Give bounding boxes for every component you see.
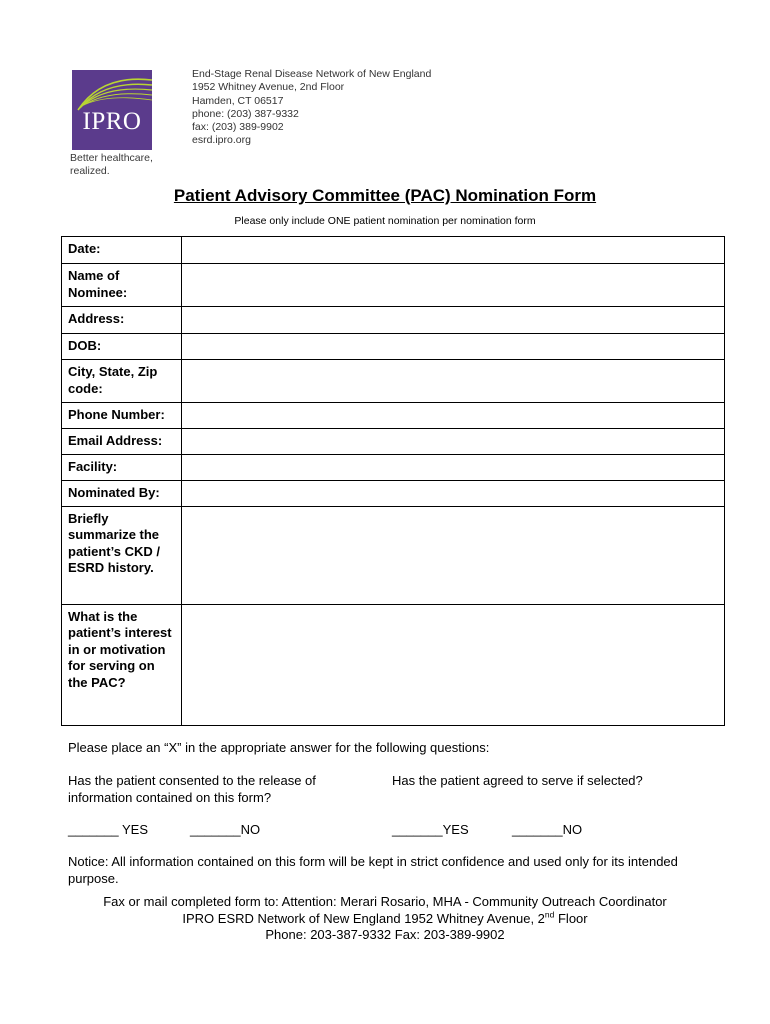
consent-yes-option[interactable]: _______ YES [68, 822, 148, 837]
table-row [62, 360, 725, 403]
org-phone: phone: (203) 387-9332 [192, 107, 299, 120]
nominee-name-field[interactable] [182, 264, 725, 307]
submission-instructions [0, 894, 770, 944]
footer-contact-line: Phone: 203-387-9332 Fax: 203-389-9902 [265, 927, 505, 942]
org-fax: fax: (203) 389-9902 [192, 121, 284, 134]
footer-address-line [0, 911, 770, 928]
field-label-city-state-zip: City, State, Zip code: [62, 360, 182, 403]
footer-attention-line: Fax or mail completed form to: Attention: Merari Rosario, MHA - Community Outreach Coordinator [103, 894, 667, 909]
table-row [62, 307, 725, 334]
org-city: Hamden, CT 06517 [192, 94, 284, 107]
nomination-table [61, 236, 725, 726]
phone-field[interactable] [182, 403, 725, 429]
address-field[interactable] [182, 307, 725, 334]
field-label-address: Address: [62, 307, 182, 334]
tagline-line: realized. [70, 165, 110, 177]
table-row [62, 429, 725, 455]
table-row [62, 264, 725, 307]
form-title: Patient Advisory Committee (PAC) Nomination Form [173, 186, 597, 205]
field-label-motivation: What is the patient’s interest in or motivation for serving on the PAC? [62, 604, 182, 725]
field-label-ckd-history: Briefly summarize the patient’s CKD / ESRD history. [62, 506, 182, 604]
dob-field[interactable] [182, 334, 725, 360]
field-label-phone: Phone Number: [62, 403, 182, 429]
footer-address-text: IPRO ESRD Network of New England 1952 Whitney Avenue, 2 [182, 910, 545, 926]
table-row [62, 506, 725, 604]
ipro-logo [72, 70, 152, 150]
email-field[interactable] [182, 429, 725, 455]
table-row [62, 403, 725, 429]
field-label-facility: Facility: [62, 455, 182, 481]
field-label-email: Email Address: [62, 429, 182, 455]
questions-intro: Please place an “X” in the appropriate answer for the following questions: [68, 740, 490, 755]
consent-no-option[interactable]: _______NO [190, 822, 261, 837]
org-website: esrd.ipro.org [192, 134, 251, 147]
field-label-date: Date: [62, 237, 182, 264]
field-label-nominated-by: Nominated By: [62, 481, 182, 507]
footer-address-superscript: nd [544, 909, 555, 920]
serve-no-option[interactable]: _______NO [512, 822, 583, 837]
logo-tagline [70, 152, 180, 178]
table-row [62, 237, 725, 264]
field-label-nominee-name: Name of Nominee: [62, 264, 182, 307]
table-row [62, 455, 725, 481]
tagline-line: Better healthcare, [70, 152, 153, 164]
table-row [62, 481, 725, 507]
nominated-by-field[interactable] [182, 481, 725, 507]
org-name: End-Stage Renal Disease Network of New England [192, 68, 432, 80]
org-street: 1952 Whitney Avenue, 2nd Floor [192, 81, 345, 94]
date-field[interactable] [182, 237, 725, 264]
table-row [62, 604, 725, 725]
question-agree-to-serve: Has the patient agreed to serve if selected? [392, 773, 643, 788]
ckd-history-field[interactable] [182, 506, 725, 604]
motivation-field[interactable] [182, 604, 725, 725]
form-subtitle: Please only include ONE patient nomination per nomination form [234, 215, 536, 227]
field-label-dob: DOB: [62, 334, 182, 360]
serve-yes-option[interactable]: _______YES [392, 822, 469, 837]
question-consent: Has the patient consented to the release of information contained on this form? [68, 773, 316, 805]
organization-address [192, 68, 431, 148]
logo-wordmark: IPRO [82, 108, 142, 135]
city-state-zip-field[interactable] [182, 360, 725, 403]
footer-address-floor: Floor [554, 910, 588, 926]
confidentiality-notice: Notice: All information contained on this form will be kept in strict confidence and used only for its intended purpose. [68, 854, 678, 886]
facility-field[interactable] [182, 455, 725, 481]
table-row [62, 334, 725, 360]
